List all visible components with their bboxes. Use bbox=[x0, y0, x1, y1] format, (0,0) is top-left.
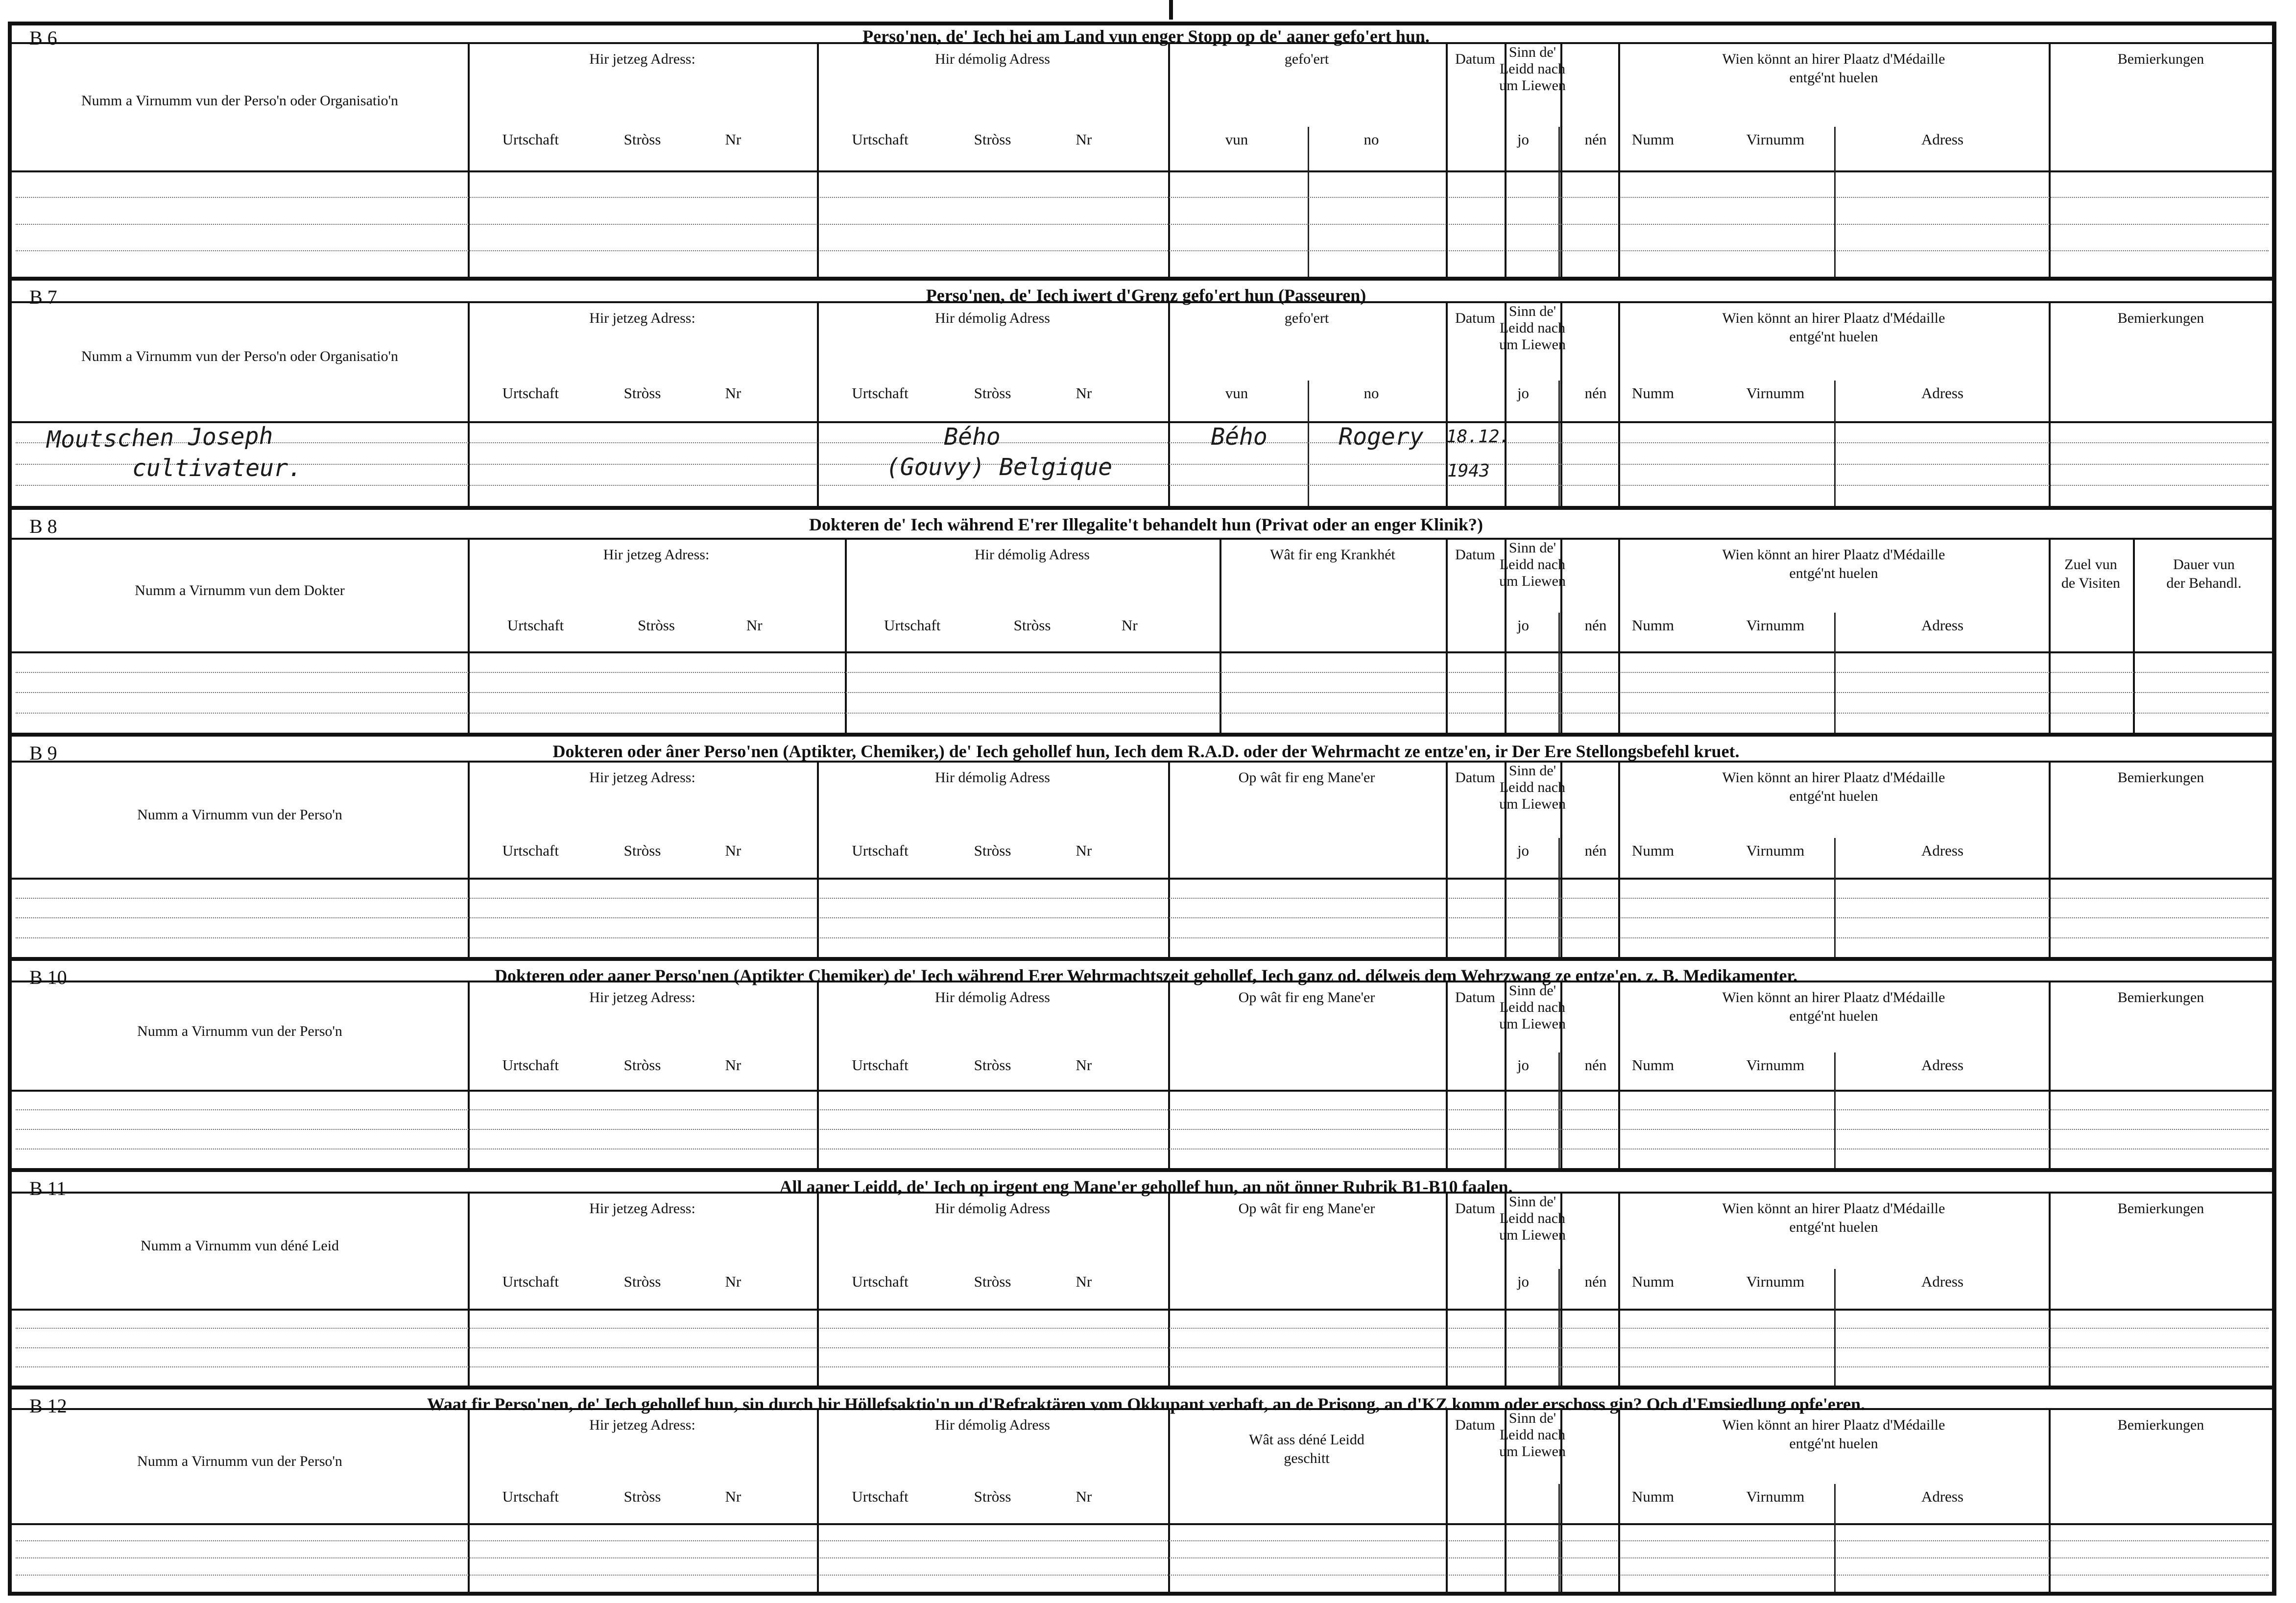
current-street-label: Stròss bbox=[638, 617, 675, 634]
dotted-entry-line bbox=[16, 464, 2269, 465]
column-divider bbox=[468, 42, 470, 277]
former-number-label: Nr bbox=[1122, 617, 1138, 634]
medal-header-2: entgé'nt huelen bbox=[1789, 329, 1878, 345]
dotted-entry-line bbox=[16, 1557, 2269, 1558]
former-town-label: Urtschaft bbox=[852, 384, 909, 402]
survived-header-3: um Liewen bbox=[1499, 336, 1566, 353]
dotted-entry-line bbox=[16, 1129, 2269, 1130]
form-frame bbox=[8, 22, 2276, 1596]
yes-label: jo bbox=[1517, 131, 1530, 148]
section-title: Perso'nen, de' Iech hei am Land vun enger Stopp op de' aaner gefo'ert hun. bbox=[862, 26, 1430, 46]
medal-first-name-label: Virnumm bbox=[1746, 1056, 1805, 1074]
column-divider bbox=[817, 301, 819, 506]
current-number-label: Nr bbox=[725, 131, 741, 148]
current-number-label: Nr bbox=[725, 1056, 741, 1074]
remarks-header: Bemierkungen bbox=[2117, 769, 2204, 786]
former-town-label: Urtschaft bbox=[852, 1056, 909, 1074]
survived-header-1: Sinn de' bbox=[1508, 763, 1556, 779]
section-title: Dokteren oder âner Perso'nen (Aptikter, Chemiker,) de' Iech gehollef hun, Iech dem R.A.D. oder der Wehrmacht ze entze'en, ir Der Ere Stellongsbefehl kruet. bbox=[552, 742, 1740, 761]
date-header: Datum bbox=[1455, 1417, 1495, 1433]
medal-first-name-label: Virnumm bbox=[1746, 1488, 1805, 1505]
in-what-way-header: Op wât fir eng Mane'er bbox=[1238, 769, 1375, 786]
dotted-entry-line bbox=[16, 917, 2269, 918]
name-column-header: Numm a Virnumm vun der Perso'n oder Organisatio'n bbox=[81, 93, 398, 109]
medal-header-2: entgé'nt huelen bbox=[1789, 788, 1878, 804]
former-street-label: Stròss bbox=[974, 1273, 1011, 1290]
no-label: nén bbox=[1584, 617, 1607, 634]
section-code: B 8 bbox=[29, 515, 57, 537]
medal-name-label: Numm bbox=[1631, 131, 1674, 148]
yes-label: jo bbox=[1517, 384, 1530, 402]
former-number-label: Nr bbox=[1076, 1056, 1092, 1074]
in-what-way-header: Op wât fir eng Mane'er bbox=[1238, 989, 1375, 1005]
medal-header-2: entgé'nt huelen bbox=[1789, 1219, 1878, 1235]
former-address-header: Hir démolig Adress bbox=[975, 547, 1090, 563]
survived-header-2: Leidd nach bbox=[1499, 320, 1566, 336]
column-divider bbox=[1446, 981, 1448, 1168]
column-divider bbox=[2133, 538, 2135, 733]
handwritten-former-address-2: (Gouvy) Belgique bbox=[885, 454, 1113, 481]
column-divider bbox=[1168, 761, 1170, 957]
medal-subcolumn-divider bbox=[1834, 1484, 1836, 1592]
current-address-header: Hir jetzeg Adress: bbox=[589, 51, 695, 67]
yes-label: jo bbox=[1517, 842, 1530, 859]
current-number-label: Nr bbox=[725, 842, 741, 859]
yes-no-divider bbox=[1558, 1053, 1560, 1168]
handwritten-date-2: 1943 bbox=[1447, 461, 1490, 481]
what-happened-header-2: geschitt bbox=[1284, 1450, 1330, 1466]
yes-no-divider bbox=[1558, 1484, 1560, 1592]
survived-header-1: Sinn de' bbox=[1508, 982, 1556, 999]
medal-header-1: Wien könnt an hirer Plaatz d'Médaille bbox=[1722, 310, 1945, 326]
medal-subcolumn-divider bbox=[1834, 381, 1836, 506]
transported-header: gefo'ert bbox=[1284, 51, 1329, 67]
former-town-label: Urtschaft bbox=[852, 131, 909, 148]
section-title: All aaner Leidd, de' Iech op irgent eng Mane'er gehollef hun, an nöt önner Rubrik B1-B10 faalen. bbox=[779, 1177, 1513, 1196]
dotted-entry-line bbox=[16, 1328, 2269, 1329]
column-divider bbox=[2049, 1192, 2051, 1386]
section-title: Dokteren de' Iech während E'rer Illegalite't behandelt hun (Privat oder an enger Klinik?) bbox=[809, 515, 1483, 534]
column-divider bbox=[1618, 301, 1620, 506]
name-column-header: Numm a Virnumm vun der Perso'n bbox=[137, 1453, 342, 1469]
date-header: Datum bbox=[1455, 1200, 1495, 1217]
former-address-header: Hir démolig Adress bbox=[935, 769, 1050, 786]
to-label: no bbox=[1363, 384, 1379, 402]
survived-header-2: Leidd nach bbox=[1499, 1427, 1566, 1443]
column-divider bbox=[2049, 301, 2051, 506]
section-title: Waat fir Perso'nen, de' Iech gehollef hun, sin durch hir Höllefsaktio'n un d'Refraktären vom Okkupant verhaft, an de Prisong, an d'KZ komm oder erschoss gin? Och d'Emsiedlung opfe'eren. bbox=[427, 1394, 1866, 1414]
current-town-label: Urtschaft bbox=[502, 1488, 559, 1505]
former-number-label: Nr bbox=[1076, 1488, 1092, 1505]
former-number-label: Nr bbox=[1076, 842, 1092, 859]
current-address-header: Hir jetzeg Adress: bbox=[603, 547, 710, 563]
header-bottom-rule bbox=[12, 1090, 2272, 1092]
dotted-entry-line bbox=[16, 224, 2269, 225]
handwritten-occupation: cultivateur. bbox=[132, 455, 302, 482]
column-divider bbox=[2049, 761, 2051, 957]
current-address-header: Hir jetzeg Adress: bbox=[589, 1417, 695, 1433]
dotted-entry-line bbox=[16, 1540, 2269, 1541]
date-header: Datum bbox=[1455, 51, 1495, 67]
section-separator bbox=[8, 1168, 2276, 1172]
current-street-label: Stròss bbox=[623, 842, 661, 859]
survived-header-2: Leidd nach bbox=[1499, 1210, 1566, 1226]
survived-header-3: um Liewen bbox=[1499, 77, 1566, 94]
section-code: B 7 bbox=[29, 286, 57, 308]
dotted-entry-line bbox=[16, 937, 2269, 938]
former-number-label: Nr bbox=[1076, 1273, 1092, 1290]
column-divider bbox=[468, 1192, 470, 1386]
section-separator bbox=[8, 277, 2276, 281]
medal-first-name-label: Virnumm bbox=[1746, 842, 1805, 859]
column-divider bbox=[1168, 981, 1170, 1168]
medal-header-2: entgé'nt huelen bbox=[1789, 70, 1878, 86]
yes-label: jo bbox=[1517, 1273, 1530, 1290]
yes-no-divider bbox=[1558, 1269, 1560, 1386]
column-divider bbox=[817, 1408, 819, 1592]
current-number-label: Nr bbox=[725, 1488, 741, 1505]
medal-first-name-label: Virnumm bbox=[1746, 131, 1805, 148]
header-bottom-rule bbox=[12, 421, 2272, 423]
former-town-label: Urtschaft bbox=[852, 1488, 909, 1505]
survived-header-1: Sinn de' bbox=[1508, 1194, 1556, 1210]
former-town-label: Urtschaft bbox=[852, 842, 909, 859]
date-header: Datum bbox=[1455, 769, 1495, 786]
former-street-label: Stròss bbox=[974, 1488, 1011, 1505]
dotted-entry-line bbox=[16, 1347, 2269, 1348]
what-happened-header: Wât ass déné Leidd bbox=[1249, 1432, 1364, 1448]
yes-label: jo bbox=[1517, 1056, 1530, 1074]
section-code: B 6 bbox=[29, 27, 57, 49]
medal-subcolumn-divider bbox=[1834, 1053, 1836, 1168]
medal-address-label: Adress bbox=[1921, 842, 1964, 859]
handwritten-from-place: Bého bbox=[1211, 423, 1268, 451]
medal-header-2: entgé'nt huelen bbox=[1789, 565, 1878, 581]
column-divider bbox=[1446, 538, 1448, 733]
survived-header-3: um Liewen bbox=[1499, 573, 1566, 589]
medal-first-name-label: Virnumm bbox=[1746, 384, 1805, 402]
column-divider bbox=[1168, 1408, 1170, 1592]
column-divider bbox=[817, 761, 819, 957]
survived-header-1: Sinn de' bbox=[1508, 44, 1556, 60]
dotted-entry-line bbox=[16, 250, 2269, 251]
current-number-label: Nr bbox=[746, 617, 763, 634]
dotted-entry-line bbox=[16, 1109, 2269, 1110]
current-address-header: Hir jetzeg Adress: bbox=[589, 310, 695, 326]
former-address-header: Hir démolig Adress bbox=[935, 989, 1050, 1005]
header-bottom-rule bbox=[12, 170, 2272, 172]
disease-header: Wât fir eng Krankhét bbox=[1270, 547, 1395, 563]
current-street-label: Stròss bbox=[623, 1056, 661, 1074]
column-divider bbox=[468, 301, 470, 506]
medal-subcolumn-divider bbox=[1834, 127, 1836, 277]
dotted-entry-line bbox=[16, 672, 2269, 673]
medal-address-label: Adress bbox=[1921, 1273, 1964, 1290]
name-column-header: Numm a Virnumm vun dem Dokter bbox=[135, 582, 345, 598]
column-divider bbox=[468, 1408, 470, 1592]
current-street-label: Stròss bbox=[623, 384, 661, 402]
medal-subcolumn-divider bbox=[1834, 1269, 1836, 1386]
column-divider bbox=[1618, 538, 1620, 733]
column-divider bbox=[817, 981, 819, 1168]
survived-header-2: Leidd nach bbox=[1499, 999, 1566, 1015]
medal-address-label: Adress bbox=[1921, 617, 1964, 634]
former-address-header: Hir démolig Adress bbox=[935, 310, 1050, 326]
survived-header-3: um Liewen bbox=[1499, 796, 1566, 812]
former-street-label: Stròss bbox=[974, 842, 1011, 859]
no-label: nén bbox=[1584, 1273, 1607, 1290]
medal-name-label: Numm bbox=[1631, 1273, 1674, 1290]
name-column-header: Numm a Virnumm vun der Perso'n oder Organisatio'n bbox=[81, 348, 398, 364]
column-divider bbox=[1168, 42, 1170, 277]
column-divider bbox=[817, 1192, 819, 1386]
current-town-label: Urtschaft bbox=[502, 1056, 559, 1074]
from-to-divider bbox=[1308, 381, 1309, 506]
remarks-header: Bemierkungen bbox=[2117, 51, 2204, 67]
former-town-label: Urtschaft bbox=[852, 1273, 909, 1290]
yes-no-divider bbox=[1558, 127, 1560, 277]
former-address-header: Hir démolig Adress bbox=[935, 1200, 1050, 1217]
former-street-label: Stròss bbox=[974, 131, 1011, 148]
handwritten-passeur-name: Moutschen Joseph bbox=[46, 422, 273, 454]
section-separator bbox=[8, 1386, 2276, 1389]
section-separator bbox=[8, 957, 2276, 961]
medal-header-1: Wien könnt an hirer Plaatz d'Médaille bbox=[1722, 1417, 1945, 1433]
medal-header-1: Wien könnt an hirer Plaatz d'Médaille bbox=[1722, 989, 1945, 1005]
former-street-label: Stròss bbox=[974, 1056, 1011, 1074]
column-divider bbox=[1618, 1192, 1620, 1386]
current-number-label: Nr bbox=[725, 384, 741, 402]
dotted-entry-line bbox=[16, 898, 2269, 899]
current-address-header: Hir jetzeg Adress: bbox=[589, 1200, 695, 1217]
header-bottom-rule bbox=[12, 878, 2272, 880]
medal-header-2: entgé'nt huelen bbox=[1789, 1436, 1878, 1452]
current-street-label: Stròss bbox=[623, 131, 661, 148]
yes-no-divider bbox=[1558, 381, 1560, 506]
column-divider bbox=[1446, 1408, 1448, 1592]
dotted-entry-line bbox=[16, 1148, 2269, 1149]
no-label: nén bbox=[1584, 1056, 1607, 1074]
survived-header-1: Sinn de' bbox=[1508, 303, 1556, 319]
current-town-label: Urtschaft bbox=[502, 131, 559, 148]
column-divider bbox=[468, 761, 470, 957]
column-divider bbox=[1220, 538, 1221, 733]
column-divider bbox=[2049, 1408, 2051, 1592]
former-number-label: Nr bbox=[1076, 384, 1092, 402]
medal-first-name-label: Virnumm bbox=[1746, 1273, 1805, 1290]
dotted-entry-line bbox=[16, 692, 2269, 693]
survived-header-2: Leidd nach bbox=[1499, 779, 1566, 795]
current-address-header: Hir jetzeg Adress: bbox=[589, 769, 695, 786]
from-label: vun bbox=[1225, 131, 1248, 148]
medal-header-1: Wien könnt an hirer Plaatz d'Médaille bbox=[1722, 51, 1945, 67]
duration-header-2: der Behandl. bbox=[2166, 575, 2242, 591]
current-address-header: Hir jetzeg Adress: bbox=[589, 989, 695, 1005]
date-header: Datum bbox=[1455, 547, 1495, 563]
section-code: B 11 bbox=[29, 1177, 67, 1199]
former-number-label: Nr bbox=[1076, 131, 1092, 148]
top-fold-mark bbox=[1169, 0, 1173, 20]
remarks-header: Bemierkungen bbox=[2117, 989, 2204, 1005]
name-column-header: Numm a Virnumm vun der Perso'n bbox=[137, 807, 342, 823]
current-town-label: Urtschaft bbox=[507, 617, 564, 634]
section-code: B 9 bbox=[29, 742, 57, 764]
no-label: nén bbox=[1584, 384, 1607, 402]
dotted-entry-line bbox=[16, 1366, 2269, 1367]
column-divider bbox=[1618, 42, 1620, 277]
header-bottom-rule bbox=[12, 651, 2272, 653]
column-divider bbox=[1618, 981, 1620, 1168]
column-divider bbox=[468, 981, 470, 1168]
former-street-label: Stròss bbox=[1013, 617, 1051, 634]
date-header: Datum bbox=[1455, 310, 1495, 326]
survived-header-3: um Liewen bbox=[1499, 1227, 1566, 1243]
current-town-label: Urtschaft bbox=[502, 842, 559, 859]
dotted-entry-line bbox=[16, 713, 2269, 714]
current-street-label: Stròss bbox=[623, 1273, 661, 1290]
column-divider bbox=[1446, 1192, 1448, 1386]
remarks-header: Bemierkungen bbox=[2117, 1200, 2204, 1217]
medal-name-label: Numm bbox=[1631, 1488, 1674, 1505]
column-divider bbox=[2049, 538, 2051, 733]
medal-name-label: Numm bbox=[1631, 617, 1674, 634]
dotted-entry-line bbox=[16, 1575, 2269, 1576]
current-town-label: Urtschaft bbox=[502, 1273, 559, 1290]
column-divider bbox=[1168, 301, 1170, 506]
column-divider bbox=[817, 42, 819, 277]
medal-address-label: Adress bbox=[1921, 1056, 1964, 1074]
section-separator bbox=[8, 733, 2276, 737]
from-to-divider bbox=[1308, 127, 1309, 277]
medal-address-label: Adress bbox=[1921, 384, 1964, 402]
medal-address-label: Adress bbox=[1921, 131, 1964, 148]
dotted-entry-line bbox=[16, 197, 2269, 198]
survived-header-2: Leidd nach bbox=[1499, 61, 1566, 77]
current-number-label: Nr bbox=[725, 1273, 741, 1290]
visits-header-1: Zuel vun bbox=[2064, 556, 2117, 573]
medal-header-1: Wien könnt an hirer Plaatz d'Médaille bbox=[1722, 547, 1945, 563]
header-bottom-rule bbox=[12, 1523, 2272, 1525]
yes-label: jo bbox=[1517, 617, 1530, 634]
handwritten-to-place: Rogery bbox=[1339, 423, 1424, 451]
handwritten-date-1: 18.12. bbox=[1446, 427, 1510, 447]
survived-header-3: um Liewen bbox=[1499, 1443, 1566, 1459]
column-divider bbox=[2049, 42, 2051, 277]
header-bottom-rule bbox=[12, 1309, 2272, 1311]
medal-first-name-label: Virnumm bbox=[1746, 617, 1805, 634]
survived-header-1: Sinn de' bbox=[1508, 1410, 1556, 1426]
column-divider bbox=[1618, 1408, 1620, 1592]
column-divider bbox=[1168, 1192, 1170, 1386]
former-address-header: Hir démolig Adress bbox=[935, 51, 1050, 67]
section-title: Dokteren oder aaner Perso'nen (Aptikter Chemiker) de' Iech während Erer Wehrmachtszeit gehollef, Iech ganz od. délweis dem Wehrzwang ze entze'en. z. B. Medikamenter. bbox=[494, 966, 1798, 985]
medal-name-label: Numm bbox=[1631, 384, 1674, 402]
column-divider bbox=[468, 538, 470, 733]
column-divider bbox=[1618, 761, 1620, 957]
medal-header-1: Wien könnt an hirer Plaatz d'Médaille bbox=[1722, 1200, 1945, 1217]
section-title: Perso'nen, de' Iech iwert d'Grenz gefo'ert hun (Passeuren) bbox=[926, 286, 1366, 305]
remarks-header: Bemierkungen bbox=[2117, 1417, 2204, 1433]
current-town-label: Urtschaft bbox=[502, 384, 559, 402]
former-address-header: Hir démolig Adress bbox=[935, 1417, 1050, 1433]
column-divider bbox=[2049, 981, 2051, 1168]
from-label: vun bbox=[1225, 384, 1248, 402]
section-code: B 10 bbox=[29, 966, 67, 988]
medal-header-1: Wien könnt an hirer Plaatz d'Médaille bbox=[1722, 769, 1945, 786]
column-divider bbox=[845, 538, 847, 733]
section-separator bbox=[8, 506, 2276, 510]
handwritten-former-address-1: Bého bbox=[944, 423, 1001, 451]
former-town-label: Urtschaft bbox=[884, 617, 941, 634]
column-divider bbox=[1446, 42, 1448, 277]
section-header-rule bbox=[12, 538, 2272, 540]
survived-header-3: um Liewen bbox=[1499, 1016, 1566, 1032]
in-what-way-header: Op wât fir eng Mane'er bbox=[1238, 1200, 1375, 1217]
name-column-header: Numm a Virnumm vun der Perso'n bbox=[137, 1023, 342, 1039]
survived-header-2: Leidd nach bbox=[1499, 556, 1566, 573]
medal-name-label: Numm bbox=[1631, 842, 1674, 859]
survived-header-1: Sinn de' bbox=[1508, 540, 1556, 556]
no-label: nén bbox=[1584, 842, 1607, 859]
medal-address-label: Adress bbox=[1921, 1488, 1964, 1505]
visits-header-2: de Visiten bbox=[2061, 575, 2121, 591]
medal-name-label: Numm bbox=[1631, 1056, 1674, 1074]
medal-header-2: entgé'nt huelen bbox=[1789, 1008, 1878, 1024]
current-street-label: Stròss bbox=[623, 1488, 661, 1505]
date-header: Datum bbox=[1455, 989, 1495, 1005]
former-street-label: Stròss bbox=[974, 384, 1011, 402]
dotted-entry-line bbox=[16, 485, 2269, 486]
dotted-entry-line bbox=[16, 442, 2269, 443]
name-column-header: Numm a Virnumm vun déné Leid bbox=[140, 1238, 339, 1254]
column-divider bbox=[1446, 761, 1448, 957]
section-code: B 12 bbox=[29, 1395, 67, 1417]
no-label: nén bbox=[1584, 131, 1607, 148]
transported-header: gefo'ert bbox=[1284, 310, 1329, 326]
remarks-header: Bemierkungen bbox=[2117, 310, 2204, 326]
to-label: no bbox=[1363, 131, 1379, 148]
duration-header-1: Dauer vun bbox=[2173, 556, 2235, 573]
